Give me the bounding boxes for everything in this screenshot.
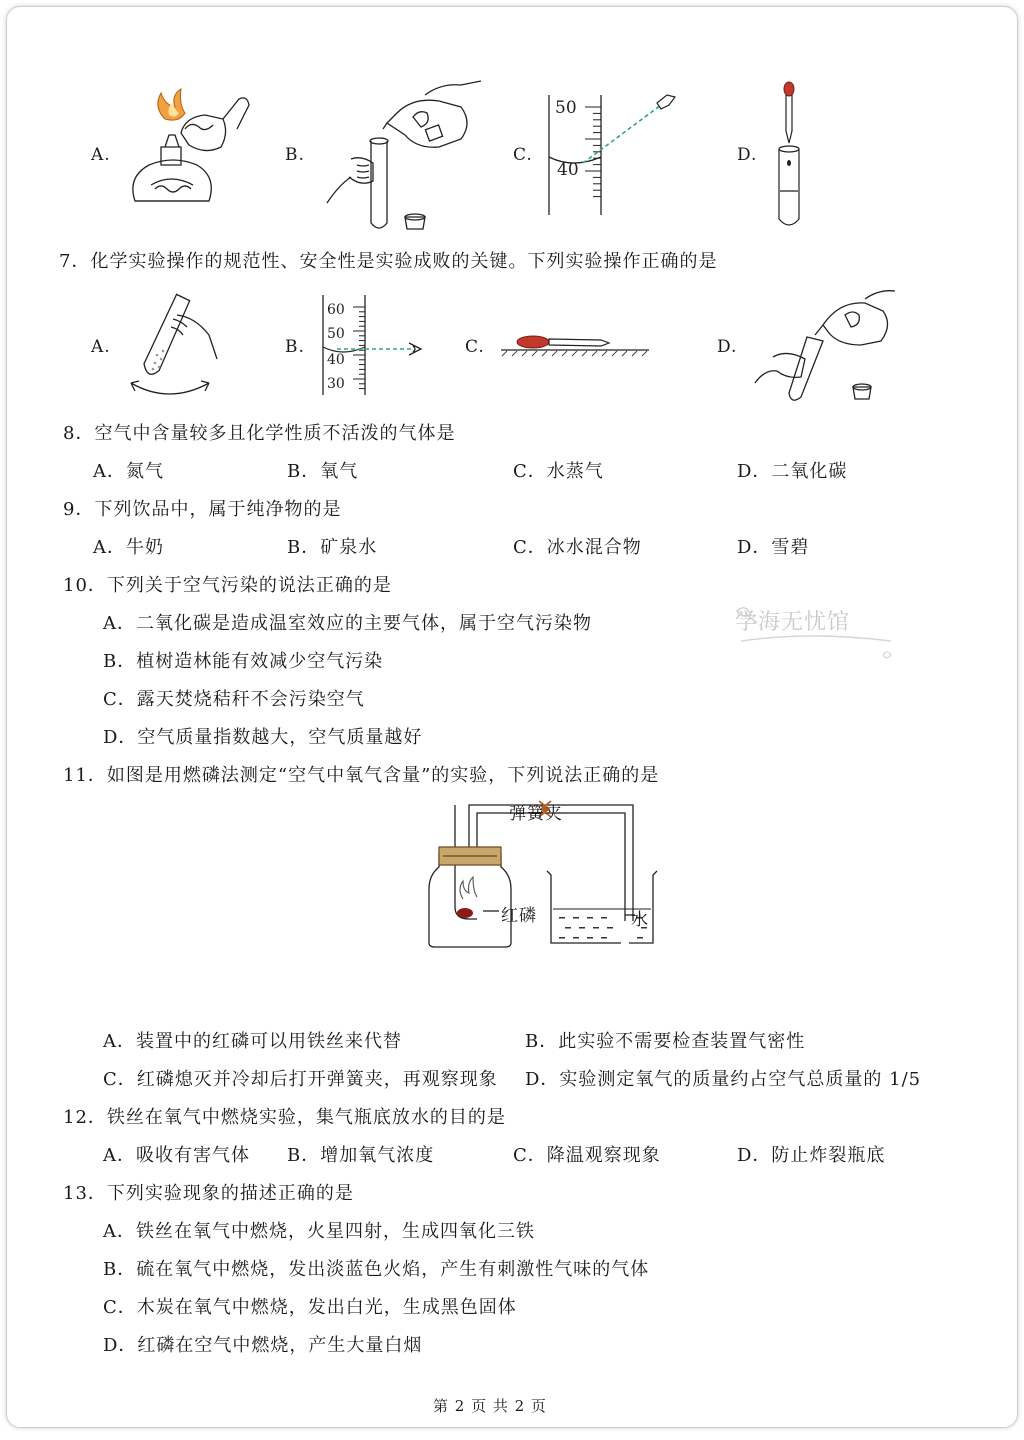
q6-option-d-label: D. (737, 145, 758, 165)
q6-option-c-cylinder-reading-image (543, 91, 683, 219)
q6-option-c-label: C. (513, 145, 533, 165)
q9-option-c[interactable]: C．冰水混合物 (513, 537, 642, 558)
q10-stem: 10．下列关于空气污染的说法正确的是 (63, 575, 392, 596)
q10-option-c[interactable]: C．露天焚烧秸秆不会污染空气 (103, 689, 365, 710)
q9-option-a[interactable]: A．牛奶 (93, 537, 164, 558)
q8-option-d[interactable]: D．二氧化碳 (737, 461, 848, 482)
q11-stem: 11．如图是用燃磷法测定“空气中氧气含量”的实验，下列说法正确的是 (63, 765, 660, 786)
q8-option-b[interactable]: B．氧气 (287, 461, 359, 482)
q13-stem: 13．下列实验现象的描述正确的是 (63, 1183, 354, 1204)
q13-option-d[interactable]: D．红磷在空气中燃烧，产生大量白烟 (103, 1335, 423, 1356)
watermark-text: 学海无忧馆 (735, 610, 851, 635)
page-number-footer: 第 2 页 共 2 页 (433, 1397, 547, 1415)
q6-cylinder-tick-50: 50 (555, 98, 577, 118)
q12-option-c[interactable]: C．降温观察现象 (513, 1145, 661, 1166)
q6-option-d-dropper-image (773, 81, 807, 231)
q11-label-water: 水 (631, 910, 649, 930)
q7-cylinder-tick-60: 60 (327, 302, 345, 318)
q10-option-d[interactable]: D．空气质量指数越大，空气质量越好 (103, 727, 423, 748)
q13-option-a[interactable]: A．铁丝在氧气中燃烧，火星四射，生成四氧化三铁 (103, 1221, 535, 1242)
q9-option-b[interactable]: B．矿泉水 (287, 537, 378, 558)
q7-option-d-label: D. (717, 337, 738, 357)
q10-option-a[interactable]: A．二氧化碳是造成温室效应的主要气体，属于空气污染物 (103, 613, 592, 634)
q11-option-b[interactable]: B．此实验不需要检查装置气密性 (525, 1031, 806, 1052)
q7-stem: 7．化学实验操作的规范性、安全性是实验成败的关键。下列实验操作正确的是 (59, 251, 718, 272)
q13-option-b[interactable]: B．硫在氧气中燃烧，发出淡蓝色火焰，产生有刺激性气味的气体 (103, 1259, 650, 1280)
q7-option-c-dropper-on-table-image (497, 331, 653, 357)
q6-cylinder-tick-40: 40 (557, 160, 579, 180)
q7-cylinder-tick-50: 50 (327, 326, 345, 342)
q7-option-b-cylinder-reading-image (317, 291, 429, 399)
q10-option-b[interactable]: B．植树造林能有效减少空气污染 (103, 651, 384, 672)
q12-option-d[interactable]: D．防止炸裂瓶底 (737, 1145, 886, 1166)
q12-option-b[interactable]: B．增加氧气浓度 (287, 1145, 435, 1166)
q7-option-d-pour-liquid-image (753, 285, 901, 407)
q11-label-red-phosphorus: 红磷 (501, 906, 537, 926)
q6-option-b-pour-liquid-image (321, 77, 481, 233)
q7-option-b-label: B. (285, 337, 305, 357)
q9-option-d[interactable]: D．雪碧 (737, 537, 810, 558)
watermark-leaf-icon (731, 601, 901, 665)
q6-option-a-alcohol-lamp-image (125, 89, 255, 217)
q6-option-b-label: B. (285, 145, 305, 165)
q7-option-c-label: C. (465, 337, 485, 357)
q13-option-c[interactable]: C．木炭在氧气中燃烧，发出白光，生成黑色固体 (103, 1297, 517, 1318)
q11-option-a[interactable]: A．装置中的红磷可以用铁丝来代替 (103, 1031, 402, 1052)
q8-stem: 8．空气中含量较多且化学性质不活泼的气体是 (63, 423, 456, 444)
q6-option-a-label: A. (91, 145, 111, 165)
q12-stem: 12．铁丝在氧气中燃烧实验，集气瓶底放水的目的是 (63, 1107, 506, 1128)
q11-option-c[interactable]: C．红磷熄灭并冷却后打开弹簧夹，再观察现象 (103, 1069, 498, 1090)
q8-option-c[interactable]: C．水蒸气 (513, 461, 604, 482)
q9-stem: 9．下列饮品中，属于纯净物的是 (63, 499, 342, 520)
q7-cylinder-tick-40: 40 (327, 352, 345, 368)
q8-option-a[interactable]: A．氮气 (93, 461, 164, 482)
q11-option-d[interactable]: D．实验测定氧气的质量约占空气总质量的 1/5 (525, 1069, 922, 1090)
q12-option-a[interactable]: A．吸收有害气体 (103, 1145, 250, 1166)
q7-option-a-shake-tube-image (125, 287, 221, 403)
q11-label-clamp: 弹簧夹 (509, 804, 563, 824)
q7-cylinder-tick-30: 30 (327, 376, 345, 392)
exam-page (6, 6, 1018, 1428)
q7-option-a-label: A. (91, 337, 111, 357)
